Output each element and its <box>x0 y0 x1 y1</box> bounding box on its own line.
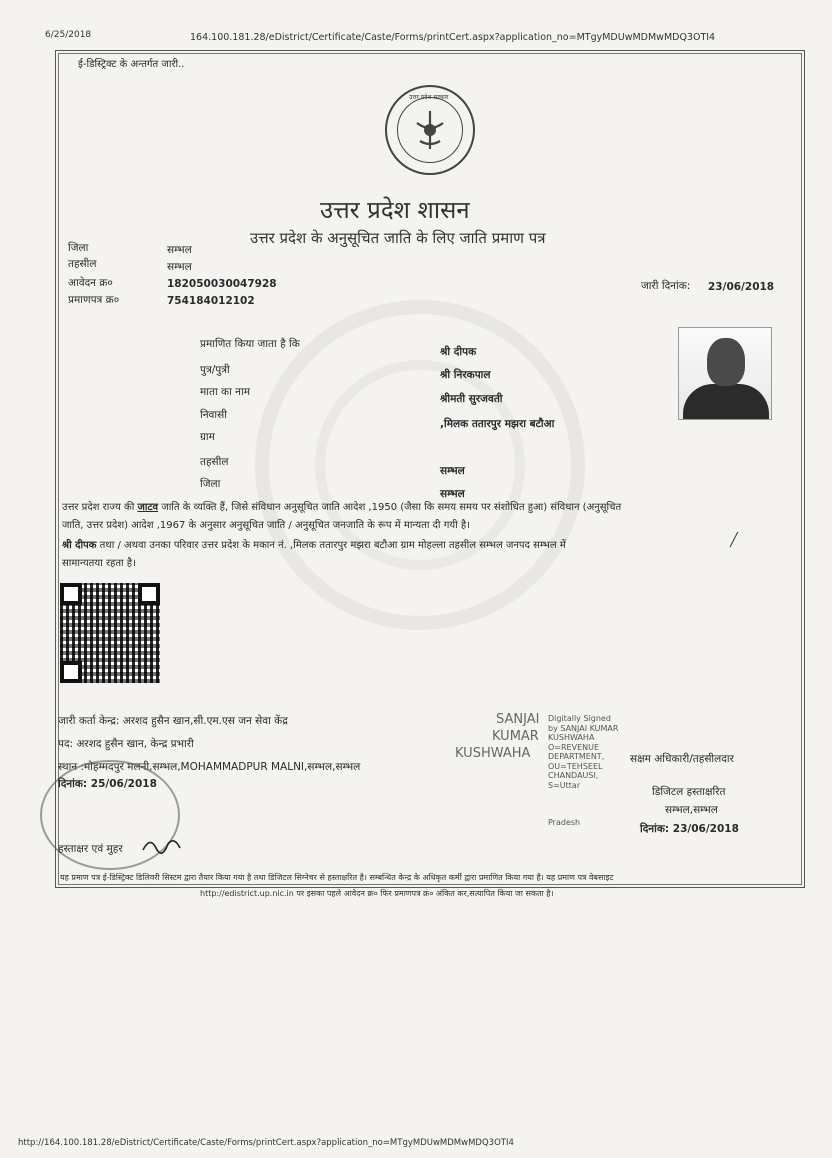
tehsil-row-value: सम्भल <box>440 465 465 477</box>
issued-under-note: ई-डिस्ट्रिक्ट के अन्तर्गत जारी.. <box>78 59 185 70</box>
certificate-subtitle: उत्तर प्रदेश के अनुसूचित जाति के लिए जाति प्रमाण पत्र <box>250 229 546 247</box>
tehsil-row-label: तहसील <box>200 456 229 468</box>
application-number-label: आवेदन क्र० <box>68 277 113 289</box>
caste-statement-line-1: उत्तर प्रदेश राज्य की जाटव जाति के व्यक्ति हैं, जिसे संविधान अनुसूचित जाति आदेश ,1950 (जैसा कि समय समय पर संशोधित हुआ) संविधान (अनुसूचित <box>62 502 622 513</box>
caste-statement-line-2: जाति, उत्तर प्रदेश) आदेश ,1967 के अनुसार अनुसूचित जाति / अनुसूचित जनजाति के रूप में मान्यता दी गयी है। <box>62 520 471 531</box>
authority-date: दिनांक: 23/06/2018 <box>640 823 739 835</box>
digital-signature-details: Digitally Signed by SANJAI KUMAR KUSHWAHA O=REVENUE DEPARTMENT, OU=TEHSEEL CHANDAUSI, S=Uttar <box>548 714 619 790</box>
village-label: ग्राम <box>200 431 215 443</box>
sign-and-seal-label: हस्ताक्षर एवं मुहर <box>58 843 123 855</box>
caste-name: जाटव <box>137 502 159 513</box>
tehsil-value: सम्भल <box>167 261 192 273</box>
print-date: 6/25/2018 <box>45 30 92 40</box>
resident-label: निवासी <box>200 409 227 421</box>
child-of-label: पुत्र/पुत्री <box>200 364 230 376</box>
father-name: श्री निरकपाल <box>440 369 491 381</box>
emblem-text: उत्तर प्रदेश सरकार <box>409 94 449 101</box>
signer-name-line-2: KUMAR <box>492 729 539 744</box>
application-number-value: 182050030047928 <box>167 278 277 290</box>
residence-statement-line-2: सामान्यतया रहता है। <box>62 558 136 569</box>
tehsil-label: तहसील <box>68 258 97 270</box>
digitally-signed-label: डिजिटल हस्ताक्षरित <box>652 786 726 798</box>
pen-mark: ╱ <box>730 533 738 548</box>
issuer-date: दिनांक: 25/06/2018 <box>58 778 157 790</box>
verification-note-line-1: यह प्रमाण पत्र ई-डिस्ट्रिक्ट डिलिवरी सिस्टम द्वारा तैयार किया गया है तथा डिजिटल सिग्नेचर से हस्ताक्षरित है। सम्बन्धित केन्द्र के अधिकृत कर्मी द्वारा प्रमाणित किया गया है। यह प्रमाण पत्र वेबसाइट <box>60 873 614 882</box>
certificate-number-value: 754184012102 <box>167 295 255 307</box>
page-title: उत्तर प्रदेश शासन <box>320 196 470 224</box>
resident-value: ,मिलक ततारपुर मझरा बटौआ <box>440 418 555 430</box>
issue-date-label: जारी दिनांक: <box>641 280 691 292</box>
issuer-post: पद: अरशद हुसैन खान, केन्द्र प्रभारी <box>58 738 194 750</box>
applicant-photo <box>678 327 772 420</box>
print-url: 164.100.181.28/eDistrict/Certificate/Caste/Forms/printCert.aspx?application_no=MTgyMDUwMDMwMDQ3OTI4 <box>190 32 716 43</box>
authority-designation: सक्षम अधिकारी/तहसीलदार <box>630 753 734 765</box>
district-label: जिला <box>68 242 89 254</box>
print-footer-url: http://164.100.181.28/eDistrict/Certificate/Caste/Forms/printCert.aspx?application_no=MTgyMDUwMDMwMDQ3OTI4 <box>18 1138 514 1148</box>
district-value: सम्भल <box>167 244 192 256</box>
certificate-number-label: प्रमाणपत्र क्र० <box>68 294 120 306</box>
applicant-name: श्री दीपक <box>440 346 477 358</box>
district-row-value: सम्भल <box>440 488 465 500</box>
issuer-place: स्थान :मोहम्मदपुर मलनी,सम्भल,MOHAMMADPUR MALNI,सम्भल,सम्भल <box>58 761 361 773</box>
verification-note-line-2: http://edistrict.up.nic.in पर इसका पहले आवेदन क्र० फिर प्रमाणपत्र क्र० अंकित कर,सत्यापित किया जा सकता है। <box>200 889 554 898</box>
signer-name-line-1: SANJAI <box>496 712 540 727</box>
issue-date-value: 23/06/2018 <box>708 281 775 293</box>
issuing-centre: जारी कर्ता केन्द्र: अरशद हुसैन खान,सी.एम.एस जन सेवा केंद्र <box>58 715 288 727</box>
qr-code[interactable] <box>60 583 160 683</box>
up-govt-emblem <box>385 85 475 175</box>
handwritten-signature <box>140 832 184 858</box>
residence-statement-line-1: श्री दीपक तथा / अथवा उनका परिवार उत्तर प्रदेश के मकान नं. ,मिलक ततारपुर मझरा बटौआ ग्राम मोहल्ला तहसील सम्भल जनपद सम्भल में <box>62 540 566 551</box>
certify-label: प्रमाणित किया जाता है कि <box>200 338 300 350</box>
mother-label: माता का नाम <box>200 386 250 398</box>
mother-name: श्रीमती सुरजवती <box>440 393 503 405</box>
district-row-label: जिला <box>200 478 221 490</box>
digital-signature-state: Pradesh <box>548 818 581 827</box>
authority-place: सम्भल,सम्भल <box>665 804 718 816</box>
signer-name-line-3: KUSHWAHA <box>455 746 531 761</box>
